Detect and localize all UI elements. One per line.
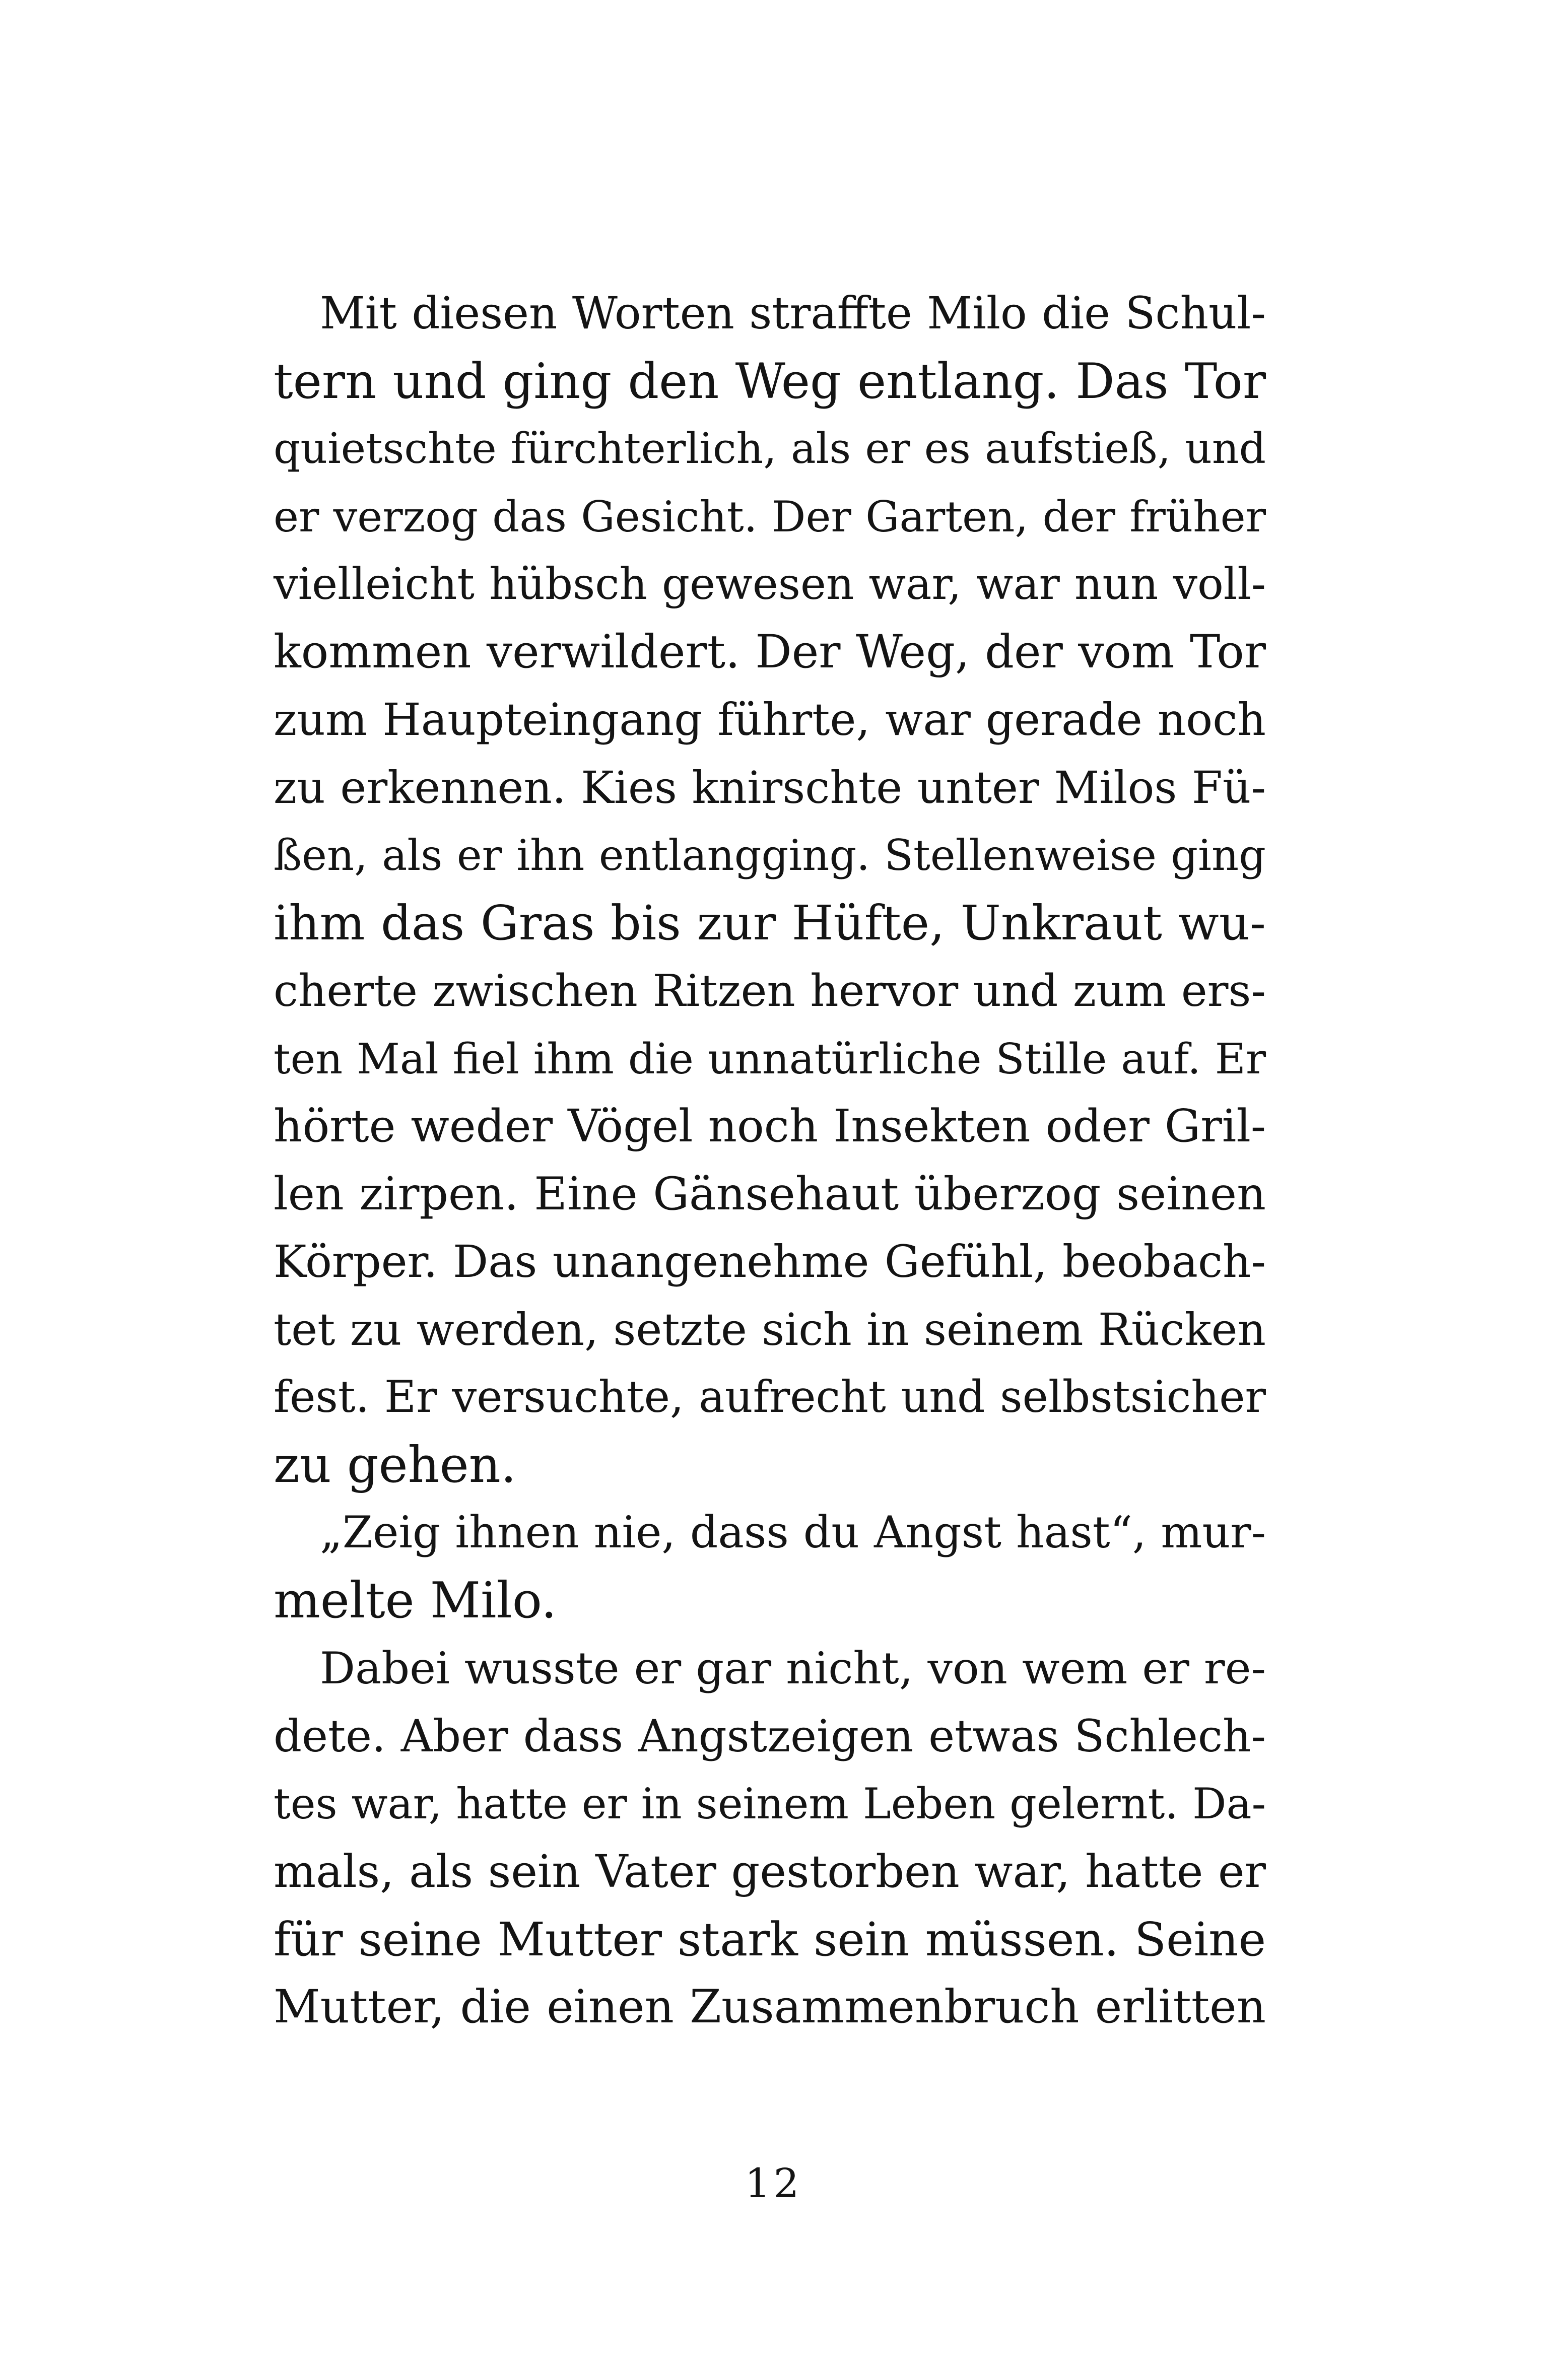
text-line: vielleicht hübsch gewesen war, war nun voll- bbox=[274, 559, 1266, 609]
text-line: tet zu werden, setzte sich in seinem Rücken bbox=[274, 1304, 1266, 1355]
text-line: fest. Er versuchte, aufrecht und selbstsicher bbox=[274, 1372, 1266, 1422]
text-line: tes war, hatte er in seinem Leben gelernt. Da- bbox=[274, 1779, 1266, 1828]
text-line: mals, als sein Vater gestorben war, hatte er bbox=[274, 1845, 1266, 1897]
paragraph-2 bbox=[274, 1499, 1266, 1635]
text-line: Mutter, die einen Zusammenbruch erlitten bbox=[274, 1980, 1266, 2033]
text-line: dete. Aber dass Angstzeigen etwas Schlech- bbox=[274, 1710, 1266, 1762]
text-line: für seine Mutter stark sein müssen. Seine bbox=[274, 1912, 1266, 1966]
text-line: Dabei wusste er gar nicht, von wem er re- bbox=[320, 1643, 1266, 1694]
text-line: melte Milo. bbox=[274, 1572, 557, 1629]
body-text bbox=[274, 280, 1266, 2041]
paragraph-3 bbox=[274, 1635, 1266, 2041]
text-line: cherte zwischen Ritzen hervor und zum ers- bbox=[274, 965, 1266, 1016]
text-line: Mit diesen Worten straffte Milo die Schul- bbox=[320, 288, 1266, 339]
text-line: zum Haupteingang führte, war gerade noch bbox=[274, 694, 1266, 745]
text-line: „Zeig ihnen nie, dass du Angst hast“, mur- bbox=[320, 1508, 1266, 1558]
text-line: er verzog das Gesicht. Der Garten, der früher bbox=[274, 492, 1266, 541]
text-line: tern und ging den Weg entlang. Das Tor bbox=[274, 352, 1266, 410]
text-line: zu erkennen. Kies knirschte unter Milos Fü- bbox=[274, 762, 1266, 813]
text-line: quietschte fürchterlich, als er es aufstieß, und bbox=[274, 424, 1266, 473]
text-line: kommen verwildert. Der Weg, der vom Tor bbox=[274, 625, 1266, 678]
page-number: 12 bbox=[745, 2160, 802, 2207]
text-line: ihm das Gras bis zur Hüfte, Unkraut wu- bbox=[274, 895, 1266, 951]
text-line: Körper. Das unangenehme Gefühl, beobach- bbox=[274, 1236, 1266, 1287]
text-line: ten Mal fiel ihm die unnatürliche Stille auf. Er bbox=[274, 1034, 1266, 1083]
text-line: zu gehen. bbox=[274, 1436, 517, 1494]
text-line: hörte weder Vögel noch Insekten oder Gril- bbox=[274, 1100, 1266, 1152]
paragraph-1 bbox=[274, 280, 1266, 1499]
text-line: ßen, als er ihn entlangging. Stellenweise ging bbox=[274, 831, 1266, 880]
text-line: len zirpen. Eine Gänsehaut überzog seinen bbox=[274, 1168, 1266, 1220]
